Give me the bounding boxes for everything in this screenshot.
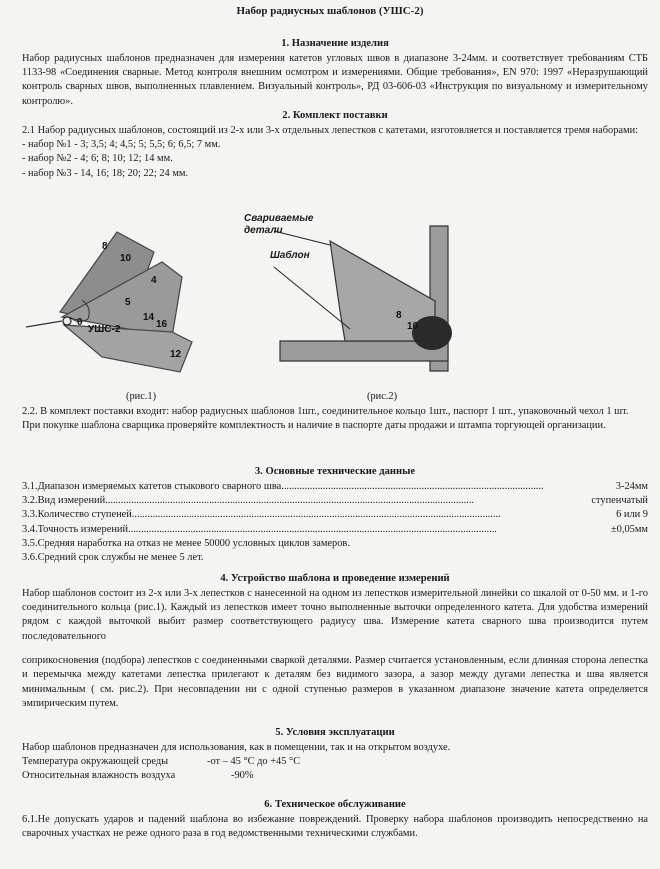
fig1-mark: 8 <box>102 241 108 252</box>
spec-row: 3.1.Диапазон измеряемых катетов стыкового сварного шва ..................................................................................................... 3-24мм <box>22 480 648 494</box>
section-heading: 2. Комплект поставки <box>282 110 388 121</box>
section-heading: 4. Устройство шаблона и проведение измерений <box>220 573 450 584</box>
spec-row: 3.2.Вид измерений .............................................................................................................................................. ступенчатый <box>22 494 648 508</box>
section-heading: 3. Основные технические данные <box>254 466 416 477</box>
measurement-text: соприкосновения (подбора) лепестков с соединенными сваркой деталями. Размер считается установленным, если длинная сторона лепестка и перемычка между катетами лепестка прилегают к деталям без видимого зазора, а зазор между дугами лепестка и шва является минимальным ( см. рис.2). При несовпадении ни с одной ступенью размеров в указанном диапазоне значение катета определяется эмпирическим путем. <box>22 655 648 710</box>
section-delivery-set <box>22 109 648 181</box>
maintenance-text: 6.1.Не допускать ударов и падений шаблона во избежание повреждений. Проверку набора шаблонов производить непосредственно на сварочных участках не реже одного раза в год ведомственными техническими службами. <box>22 813 648 839</box>
fig1-label: УШС-2 <box>88 324 121 335</box>
set-item: - набор №3 - 14, 16; 18; 20; 22; 24 мм. <box>22 167 189 179</box>
set-item: - набор №2 - 4; 6; 8; 10; 12; 14 мм. <box>22 153 173 165</box>
fig1-mark: 16 <box>156 319 168 330</box>
humidity-value: -90% <box>231 770 254 782</box>
set-item: - набор №1 - 3; 3,5; 4; 4,5; 5; 5,5; 6; 6,5; 7 мм. <box>22 138 221 150</box>
fig2-label-parts: Свариваемые детали <box>244 213 314 236</box>
spec-key: 3.2.Вид измерений <box>22 494 106 506</box>
fig1-mark: 14 <box>143 312 155 323</box>
spec-value: 6 или 9 <box>616 509 648 521</box>
fig1-mark: 0 <box>77 317 83 328</box>
purchase-note: При покупке шаблона сварщика проверяйте комплектность и наличие в паспорте даты продажи и штампа торгующей организации. <box>22 420 606 432</box>
delivery-contents: 2.2. В комплект поставки входит: набор радиусных шаблонов 1шт., соединительное кольцо 1шт., паспорт 1 шт., упаковочный чехол 1 шт. <box>22 406 629 417</box>
purpose-text: Набор радиусных шаблонов предназначен для измерения катетов угловых швов в диапазоне 3-24мм. и соответствует требованиям СТБ 1133-98 «Соединения сварные. Метод контроля внешним осмотром и измерениями. Общие требования», EN 970: 1997 «Неразрушающий контроль сварных швов, выполненных плавлением. Визуальный контроль», РД 03-606-03 «Инструкция по визуальному и измерительному контролю». <box>22 52 648 107</box>
delivery-details <box>22 405 648 434</box>
humidity-label: Относительная влажность воздуха <box>22 770 176 782</box>
operating-text: Набор шаблонов предназначен для использования, как в помещении, так и на открытом воздухе. <box>22 741 451 753</box>
service-life-line: 3.6.Средний срок службы не менее 5 лет. <box>22 552 204 564</box>
spec-value: ±0,05мм <box>610 523 648 535</box>
section-heading: 1. Назначение изделия <box>281 38 389 49</box>
design-text: Набор шаблонов состоит из 2-х или 3-х лепестков с нанесенной на одном из лепестков измерительной линейки со шкалой от 0-50 мм. и 1-го соединительного кольца (рис.1). Каждый из лепестков имеет точно выполненные выточки определенного катета. Для удобства измерений рядом с каждой выточкой выбит размер соответствующего радиусу шва. Измерение катета сварного шва производится путем последовательного <box>22 587 648 642</box>
mtbf-line: 3.5.Средняя наработка на отказ не менее 50000 условных циклов замеров. <box>22 538 350 550</box>
spec-key: 3.4.Точность измерений <box>22 523 129 535</box>
section-heading: 5. Условия эксплуатации <box>275 727 395 738</box>
figure-1-caption: (рис.1) <box>126 391 157 402</box>
spec-row: 3.3.Количество ступеней .............................................................................................................................................. 6 или 9 <box>22 508 648 522</box>
fig2-label-template: Шаблон <box>270 250 310 261</box>
connecting-ring <box>63 317 71 325</box>
spec-row: 3.4.Точность измерений .............................................................................................................................................. ±0,05мм <box>22 523 648 537</box>
spec-key: 3.1.Диапазон измеряемых катетов стыкового сварного шва <box>22 480 282 492</box>
section-design-and-measurement <box>22 572 648 711</box>
fig1-mark: 12 <box>170 349 182 360</box>
fig1-mark: 10 <box>120 253 132 264</box>
humidity-row <box>22 769 648 783</box>
temperature-row <box>22 755 648 769</box>
connecting-ring-line <box>26 321 62 327</box>
section-heading: 6. Техническое обслуживание <box>264 799 406 810</box>
fig2-mark: 8 <box>396 310 402 321</box>
fig1-mark: 5 <box>125 297 131 308</box>
delivery-intro: 2.1 Набор радиусных шаблонов, состоящий из 2-х или 3-х отдельных лепестков с катетами, изготовляется и поставляется тремя наборами: <box>22 124 639 136</box>
spec-key: 3.3.Количество ступеней <box>22 509 132 521</box>
figure-2-caption: (рис.2) <box>367 391 398 402</box>
fig2-mark: 10 <box>407 321 419 332</box>
figures-area <box>0 207 660 407</box>
figure-1-template-fan <box>22 217 222 377</box>
spec-value: 3-24мм <box>615 480 648 492</box>
document-title: Набор радиусных шаблонов (УШС-2) <box>236 5 424 17</box>
figure-2-measurement <box>270 211 480 381</box>
temperature-value: -от – 45 °С до +45 °С <box>207 755 301 767</box>
section-operating-conditions <box>22 726 648 784</box>
section-tech-data <box>22 465 648 566</box>
temperature-label: Температура окружающей среды <box>22 755 169 767</box>
section-purpose <box>22 37 648 109</box>
section-maintenance <box>22 798 648 841</box>
fig1-mark: 4 <box>151 275 157 286</box>
spec-value: ступенчатый <box>591 494 648 506</box>
